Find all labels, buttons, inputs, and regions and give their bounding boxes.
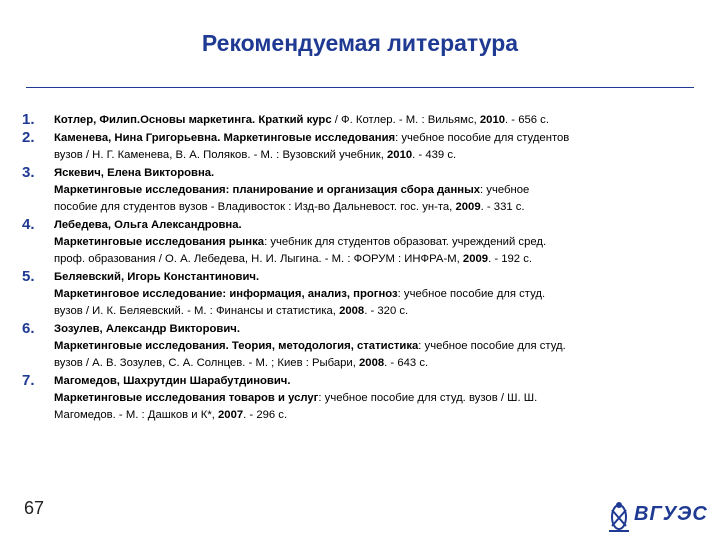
reference-details: / Ф. Котлер. - М. : Вильямс,: [331, 114, 480, 126]
reference-author: Лебедева, Ольга Александровна.: [54, 219, 242, 231]
reference-line: [54, 407, 702, 424]
emblem-icon: [606, 500, 632, 534]
reference-year: 2010: [387, 149, 413, 161]
reference-line: [54, 234, 702, 251]
reference-details: : учебное пособие для студ.: [418, 340, 566, 352]
reference-number: 4.: [22, 216, 35, 233]
reference-year: 2008: [339, 305, 365, 317]
reference-item: [22, 165, 702, 216]
reference-year: 2010: [479, 114, 506, 126]
reference-number: 6.: [22, 320, 35, 337]
reference-item: [22, 373, 702, 424]
reference-year: 2009: [462, 253, 489, 265]
logo-text: ВГУЭС: [634, 503, 708, 525]
reference-number: 1.: [22, 111, 35, 128]
title-divider: [26, 87, 694, 88]
university-logo: [606, 500, 708, 534]
reference-author: Яскевич, Елена Викторовна.: [54, 167, 215, 179]
reference-details: Магомедов. - М. : Дашков и К*,: [54, 409, 218, 421]
slide-title: Рекомендуемая литература: [201, 30, 519, 56]
reference-item: [22, 130, 702, 164]
reference-line: [54, 199, 702, 216]
reference-pages: . - 643 с.: [384, 357, 429, 369]
reference-item: [22, 321, 702, 372]
reference-title: Маркетинговые исследования: планирование и организация сбора данных: [54, 184, 481, 196]
reference-pages: . - 192 с.: [488, 253, 533, 265]
reference-pages: . - 296 с.: [243, 409, 288, 421]
reference-line: [54, 112, 702, 129]
reference-title: Основы маркетинга. Краткий курс: [140, 114, 332, 126]
reference-details: пособие для студентов вузов - Владивосток : Изд-во Дальневост. гос. ун-та,: [54, 201, 456, 213]
page-number: 67: [24, 498, 45, 518]
reference-year: 2007: [218, 409, 244, 421]
reference-number: 5.: [22, 268, 35, 285]
reference-line: [54, 303, 702, 320]
reference-pages: . - 331 с.: [480, 201, 525, 213]
reference-author: Зозулев, Александр Викторович.: [54, 323, 240, 335]
reference-author: Котлер, Филип.: [54, 114, 141, 126]
reference-title: Маркетинговое исследование: информация, анализ, прогноз: [54, 288, 398, 300]
reference-line: [54, 390, 702, 407]
reference-item: [22, 112, 702, 129]
reference-number: 7.: [22, 372, 35, 389]
reference-author: Магомедов, Шахрутдин Шарабутдинович.: [54, 375, 291, 387]
reference-pages: . - 439 с.: [412, 149, 457, 161]
reference-line: [54, 286, 702, 303]
reference-list: [22, 112, 702, 424]
reference-year: 2009: [455, 201, 481, 213]
reference-line: [54, 130, 702, 147]
reference-title: Маркетинговые исследования товаров и услуг: [54, 392, 319, 404]
reference-author: Каменева, Нина Григорьевна.: [54, 132, 221, 144]
reference-details: вузов / Н. Г. Каменева, В. А. Поляков. - М. : Вузовский учебник,: [54, 149, 388, 161]
reference-title: Маркетинговые исследования: [223, 132, 396, 144]
reference-year: 2008: [359, 357, 385, 369]
reference-line: [54, 147, 702, 164]
reference-number: 3.: [22, 164, 35, 181]
reference-details: проф. образования / О. А. Лебедева, Н. И. Лыгина. - М. : ФОРУМ : ИНФРА-М,: [54, 253, 463, 265]
reference-line: [54, 338, 702, 355]
reference-details: : учебник для студентов образоват. учреждений сред.: [264, 236, 547, 248]
reference-pages: . - 320 с.: [364, 305, 409, 317]
reference-details: : учебное пособие для студ.: [397, 288, 546, 300]
reference-item: [22, 217, 702, 268]
reference-number: 2.: [22, 129, 35, 146]
reference-details: : учебное пособие для студ. вузов / Ш. Ш.: [318, 392, 538, 404]
reference-title: Маркетинговые исследования рынка: [54, 236, 265, 248]
reference-details: : учебное пособие для студентов: [395, 132, 570, 144]
reference-item: [22, 269, 702, 320]
reference-title: Маркетинговые исследования. Теория, методология, статистика: [54, 340, 419, 352]
reference-line: [54, 355, 702, 372]
reference-line: [54, 251, 702, 268]
reference-details: : учебное: [480, 184, 530, 196]
reference-pages: . - 656 с.: [505, 114, 549, 126]
reference-author: Беляевский, Игорь Константинович.: [54, 271, 260, 283]
reference-details: вузов / И. К. Беляевский. - М. : Финансы и статистика,: [54, 305, 340, 317]
reference-details: вузов / А. В. Зозулев, С. А. Солнцев. - М. ; Киев : Рыбари,: [54, 357, 360, 369]
reference-line: [54, 182, 702, 199]
